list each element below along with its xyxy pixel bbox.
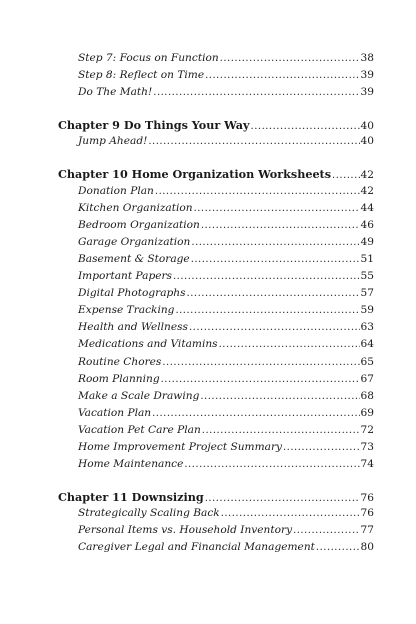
- toc-entry-title: Health and Wellness: [78, 321, 188, 334]
- toc-entry-title: Do The Math!: [78, 86, 153, 99]
- dot-leader: [332, 170, 359, 181]
- toc-entry-title: Home Improvement Project Summary: [78, 440, 282, 453]
- dot-leader: [293, 525, 359, 536]
- section-gap: [58, 103, 374, 118]
- section-gap: [58, 152, 374, 167]
- toc-entry-page: 67: [360, 372, 374, 385]
- toc-entry-title: Routine Chores: [78, 355, 162, 368]
- toc-entry-page: 46: [360, 218, 374, 231]
- dot-leader: [283, 442, 360, 453]
- toc-entry-title: Bedroom Organization: [78, 218, 200, 231]
- toc-entry-title: Step 8: Reflect on Time: [78, 69, 205, 82]
- section-gap: [58, 475, 374, 490]
- toc-chapter-heading[interactable]: [58, 167, 374, 184]
- toc-entry-title: Room Planning: [78, 372, 160, 385]
- table-of-contents: [58, 52, 374, 559]
- toc-entry[interactable]: [58, 236, 374, 253]
- dot-leader: [173, 271, 360, 282]
- toc-entry-page: 55: [360, 270, 374, 283]
- toc-entry-page: 44: [360, 201, 374, 214]
- toc-entry-page: 39: [360, 69, 374, 82]
- toc-entry-page: 39: [360, 86, 374, 99]
- dot-leader: [251, 121, 360, 132]
- toc-entry[interactable]: [58, 541, 374, 558]
- dot-leader: [161, 374, 360, 385]
- toc-entry[interactable]: [58, 390, 374, 407]
- dot-leader: [194, 203, 360, 214]
- toc-chapter-page: 40: [360, 120, 374, 133]
- toc-entry[interactable]: [58, 253, 374, 270]
- dot-leader: [200, 391, 359, 402]
- toc-entry-title: Vacation Plan: [78, 406, 152, 419]
- toc-entry[interactable]: [58, 321, 374, 338]
- dot-leader: [205, 70, 359, 81]
- dot-leader: [205, 493, 360, 504]
- toc-entry-title: Personal Items vs. Household Inventory: [78, 524, 293, 537]
- dot-leader: [220, 53, 360, 64]
- toc-entry[interactable]: [58, 185, 374, 202]
- dot-leader: [191, 237, 359, 248]
- toc-chapter-title: Chapter 9 Do Things Your Way: [58, 118, 250, 133]
- toc-entry-title: Kitchen Organization: [78, 201, 193, 214]
- toc-entry-title: Make a Scale Drawing: [78, 389, 200, 402]
- toc-entry-page: 63: [360, 321, 374, 334]
- toc-entry[interactable]: [58, 304, 374, 321]
- toc-entry-page: 51: [360, 252, 374, 265]
- toc-entry[interactable]: [58, 52, 374, 69]
- toc-entry-page: 68: [360, 389, 374, 402]
- toc-entry-title: Digital Photographs: [78, 287, 186, 300]
- toc-entry-page: 38: [360, 52, 374, 64]
- dot-leader: [187, 288, 360, 299]
- toc-entry-page: 64: [360, 338, 374, 351]
- toc-entry-title: Basement & Storage: [78, 252, 190, 265]
- toc-entry-title: Expense Tracking: [78, 304, 175, 317]
- toc-entry-page: 72: [360, 423, 374, 436]
- toc-entry-page: 49: [360, 235, 374, 248]
- toc-entry-page: 40: [360, 135, 374, 148]
- toc-entry-page: 57: [360, 287, 374, 300]
- toc-chapter-heading[interactable]: [58, 118, 374, 135]
- toc-entry[interactable]: [58, 458, 374, 475]
- toc-entry[interactable]: [58, 424, 374, 441]
- toc-entry-title: Vacation Pet Care Plan: [78, 423, 201, 436]
- toc-chapter-heading[interactable]: [58, 490, 374, 507]
- toc-chapter-title: Chapter 11 Downsizing: [58, 490, 204, 505]
- dot-leader: [155, 186, 360, 197]
- toc-entry[interactable]: [58, 373, 374, 390]
- toc-entry[interactable]: [58, 135, 374, 152]
- toc-entry-title: Caregiver Legal and Financial Management: [78, 541, 315, 554]
- toc-entry-page: 69: [360, 406, 374, 419]
- toc-entry-page: 42: [360, 184, 374, 197]
- toc-entry[interactable]: [58, 219, 374, 236]
- toc-entry-title: Strategically Scaling Back: [78, 507, 220, 520]
- dot-leader: [184, 459, 359, 470]
- toc-entry-page: 74: [360, 458, 374, 471]
- toc-entry[interactable]: [58, 507, 374, 524]
- dot-leader: [202, 425, 360, 436]
- toc-chapter-title: Chapter 10 Home Organization Worksheets: [58, 167, 332, 182]
- toc-entry-title: Donation Plan: [78, 184, 154, 197]
- toc-entry[interactable]: [58, 441, 374, 458]
- toc-entry-page: 73: [360, 440, 374, 453]
- toc-entry[interactable]: [58, 287, 374, 304]
- dot-leader: [153, 87, 359, 98]
- toc-entry[interactable]: [58, 338, 374, 355]
- dot-leader: [316, 542, 360, 553]
- toc-entry[interactable]: [58, 270, 374, 287]
- toc-entry-page: 65: [360, 355, 374, 368]
- dot-leader: [189, 322, 360, 333]
- dot-leader: [148, 136, 359, 147]
- toc-entry-title: Jump Ahead!: [78, 135, 148, 148]
- dot-leader: [152, 408, 359, 419]
- toc-entry-title: Garage Organization: [78, 235, 191, 248]
- toc-entry-page: 76: [360, 507, 374, 520]
- toc-entry[interactable]: [58, 407, 374, 424]
- toc-entry-page: 77: [360, 524, 374, 537]
- dot-leader: [175, 305, 359, 316]
- toc-entry-title: Medications and Vitamins: [78, 338, 218, 351]
- toc-entry[interactable]: [58, 86, 374, 103]
- toc-chapter-page: 76: [360, 492, 374, 505]
- toc-entry[interactable]: [58, 524, 374, 541]
- dot-leader: [201, 220, 360, 231]
- toc-entry[interactable]: [58, 202, 374, 219]
- toc-entry[interactable]: [58, 356, 374, 373]
- toc-entry[interactable]: [58, 69, 374, 86]
- dot-leader: [191, 254, 360, 265]
- toc-entry-title: Step 7: Focus on Function: [78, 52, 219, 64]
- dot-leader: [219, 339, 360, 350]
- toc-entry-page: 59: [360, 304, 374, 317]
- toc-chapter-page: 42: [360, 169, 374, 182]
- toc-entry-title: Important Papers: [78, 270, 172, 283]
- toc-entry-page: 80: [360, 541, 374, 554]
- dot-leader: [162, 357, 359, 368]
- dot-leader: [221, 508, 360, 519]
- toc-entry-title: Home Maintenance: [78, 458, 184, 471]
